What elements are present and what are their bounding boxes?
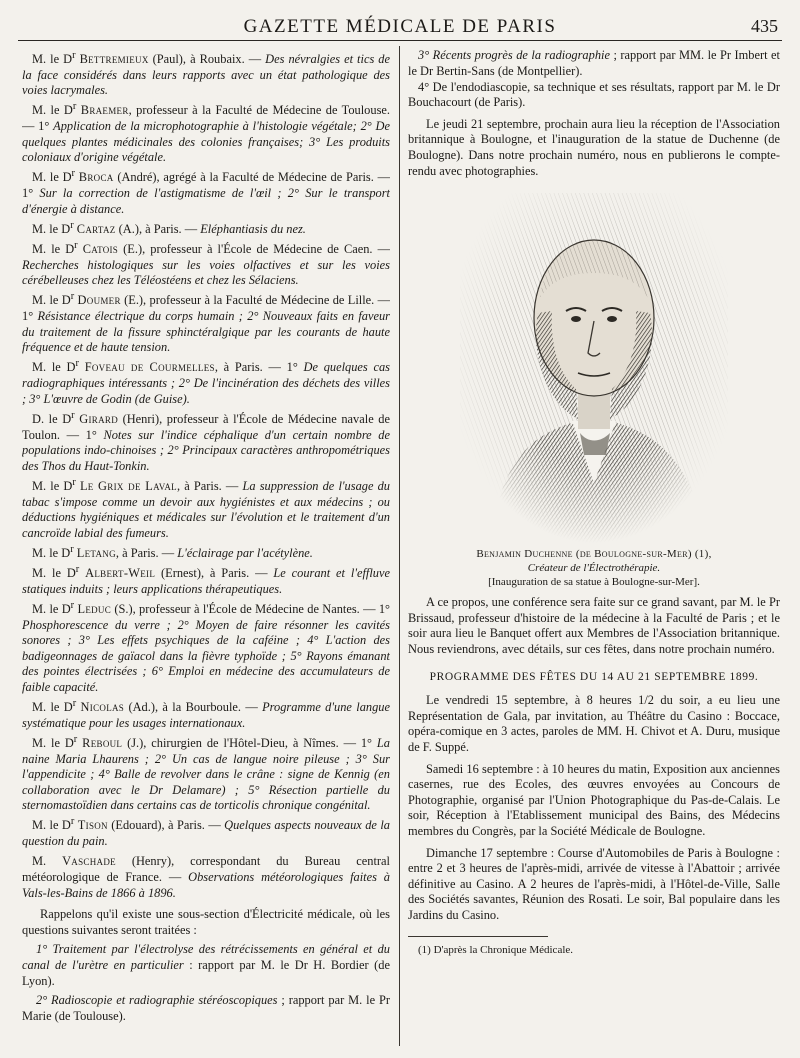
paper-title: La suppression de l'usage du tabac s'impose comme un devoir aux hygiénistes et aux médecins ; ou déductions hygiéniques et médicales sur l'évolution et le traitement d'un cancroïde labial des fumeurs. (22, 478, 390, 540)
speaker-name: Leduc (77, 602, 112, 616)
paper-title: Programme d'une langue systématique pour les usages internationaux. (22, 700, 390, 730)
paper-title: Notes sur l'indice céphalique d'un certain nombre de populations indo-chinoises ; 2° Principaux caractères anthropométriques des Thos du Haut-Tonkin. (22, 427, 390, 473)
page-number: 435 (751, 16, 778, 36)
conference-paragraph: A ce propos, une conférence sera faite sur ce grand savant, par M. le Pr Brissaud, professeur d'histoire de la médecine à la Faculté de Paris ; et le soir aura lieu le Banquet offert aux Membres de l'Association britannique. Nous reviendrons, avec détails, sur ces fêtes, dans notre prochain numéro. (408, 595, 780, 657)
speaker-name: Cartaz (76, 221, 116, 236)
speaker-entry: M. le $D^r$ Cartaz (A.), à Paris. — Eléphantiasis du nez. (32, 219, 306, 236)
footnote-rule (408, 936, 548, 937)
speaker-entry: M. le $D^r$ Catois (E.), professeur à l'École de Médecine de Caen. — Recherches histologiques sur les voies olfactives et sur les voies cérébelleuses chez les Téléostéens et chez les Sélaciens. (22, 240, 390, 288)
caption-line-1: Benjamin Duchenne (de Boulogne-sur-Mer) (1), (476, 548, 712, 561)
speaker-name: Tison (77, 818, 108, 833)
paper-title: Le courant et l'effluve statiques induits ; leurs applications thérapeutiques. (22, 566, 390, 596)
speaker-name: Vaschade (62, 854, 116, 869)
speaker-name: Foveau de Courmelles (84, 360, 215, 375)
duchenne-portrait (460, 193, 728, 543)
speaker-entry: M. le $D^r$ Foveau de Courmelles, à Paris. — 1° De quelques cas radiographiques intéressants ; 2° De l'incinération des déchets des villes ; 3° L'œuvre de Godin (de Guise). (22, 358, 390, 406)
speaker-entry: M. le $D^r$ Doumer (E.), professeur à la Faculté de Médecine de Lille. — 1° Résistance électrique du corps humain ; 2° Nouveaux faits en faveur du traitement de la fissure sphinctéralgique par les courants de haute fréquence et de haute tension. (22, 291, 390, 355)
paper-title: Quelques aspects nouveaux de la question du pain. (22, 818, 390, 849)
speaker-name: Catois (82, 242, 119, 257)
paper-title: Résistance électrique du corps humain ; 2° Nouveaux faits en faveur du traitement de la fissure sphinctéralgique par les courants de haute fréquence et de haute tension. (22, 309, 390, 355)
speaker-entry: M. le $D^r$ Albert-Weil (Ernest), à Paris. — Le courant et l'effluve statiques induits ; leurs applications thérapeutiques. (22, 564, 390, 596)
paper-title: La naine Maria Lhaurens ; 2° Un cas de langue noire pileuse ; 3° Sur l'appendicite ; 4° Balle de revolver dans le crâne : signe de Kennig (en collaboration avec le Dr Delamare) ; 5° Résection partielle du sternomastoïdien dans certains cas de torticolis chronique congénital. (22, 736, 390, 813)
question-item: 1° Traitement par l'électrolyse des rétrécissements en général et du canal de l'urètre en particulier : rapport par M. le Dr H. Bordier (de Lyon). (22, 942, 390, 988)
journal-title: GAZETTE MÉDICALE DE PARIS (243, 16, 557, 37)
right-column (408, 48, 780, 1038)
samedi-paragraph: Samedi 16 septembre : à 10 heures du matin, Exposition aux anciennes casernes, rue des Ecoles, des œuvres envoyées au Concours de Photographie, organisé par l'Union Photographique du Pas-de-Calais. Le soir, Réception à l'Etablissement municipal des Bains, des Médecins membres du Congrès, par la Société Médicale de Boulogne. (408, 761, 780, 838)
speaker-name: Girard (79, 411, 118, 426)
speaker-entry: M. le $D^r$ Leduc (S.), professeur à l'École de Médecine de Nantes. — 1° Phosphorescence du verre ; 2° Moyen de faire résonner les cavités sonores ; 3° Les effets psychiques de la caféine ; 4° L'action des badigeonnages de gaïacol dans la fièvre typhoïde ; 5° Rayons émanant des pointes électrisées ; 6° Emploi en médecine des accumulateurs de faible capacité. (22, 599, 390, 694)
vendredi-paragraph: Le vendredi 15 septembre, à 8 heures 1/2 du soir, a eu lieu une Représentation de Gala, par invitation, au Théâtre du Casino : Boccace, opéra-comique en 3 actes, paroles de MM. H. Chivot et A. Duru, musique de F. Suppé. (408, 693, 780, 754)
caption-line-2: Créateur de l'Électrothérapie. (527, 562, 661, 575)
paper-title: Sur la correction de l'astigmatisme de l'œil ; 2° Sur le transport d'énergie à distance. (22, 186, 390, 216)
announcement-paragraph: Le jeudi 21 septembre, prochain aura lieu la réception de l'Association britannique à Boulogne, et l'inauguration de la statue de Duchenne (de Boulogne). Dans notre prochain numéro, nous en publierons le compte-rendu avec photographies. (408, 116, 780, 178)
speaker-entry: M. le $D^r$ Bettremieux (Paul), à Roubaix. — Des névralgies et tics de la face considérés dans leurs rapports avec un état pathologique des voies lacrymales. (22, 50, 390, 98)
speaker-entry: M. le $D^r$ Tison (Edouard), à Paris. — Quelques aspects nouveaux de la question du pain. (22, 816, 390, 849)
speaker-name: Albert-Weil (85, 566, 156, 581)
speaker-entry: D. le $D^r$ Girard (Henri), professeur à l'École de Médecine navale de Toulon. — 1° Notes sur l'indice céphalique d'un certain nombre de populations indo-chinoises ; 2° Principaux caractères anthropométriques des Thos du Haut-Tonkin. (22, 409, 390, 473)
speaker-entry: M. le $D^r$ Letang, à Paris. — L'éclairage par l'acétylène. (32, 543, 313, 560)
paper-title: De quelques cas radiographiques intéressants ; 2° De l'incinération des déchets des villes ; 3° L'œuvre de Godin (de Guise). (22, 360, 390, 406)
page-header (18, 10, 782, 41)
question-item-4: 4° De l'endodiascopie, sa technique et ses résultats, rapport par M. le Dr Bouchacourt (de Paris). (408, 79, 780, 110)
question-item: 2° Radioscopie et radiographie stéréoscopiques ; rapport par M. le Pr Marie (de Toulouse). (22, 993, 390, 1023)
speaker-name: Braemer (80, 103, 129, 118)
question-list (22, 942, 390, 1024)
speaker-entry: M. Vaschade (Henry), correspondant du Bureau central météorologique de France. — Observations météorologiques faites à Vals-les-Bains de 1866 à 1896. (22, 854, 390, 900)
speaker-name: Doumer (77, 293, 121, 308)
speaker-name: Letang (76, 545, 116, 560)
speaker-name: Bettremieux (79, 52, 149, 67)
footnote: (1) D'après la Chronique Médicale. (418, 943, 574, 956)
speaker-name: Broca (78, 170, 114, 185)
speaker-list (22, 48, 390, 901)
speaker-name: Reboul (82, 736, 123, 750)
speaker-entry: M. le $D^r$ Broca (André), agrégé à la Faculté de Médecine de Paris. — 1° Sur la correction de l'astigmatisme de l'œil ; 2° Sur le transport d'énergie à distance. (22, 168, 390, 216)
programme-title: PROGRAMME DES FÊTES DU 14 AU 21 SEPTEMBRE 1899. (429, 670, 759, 683)
paper-title: Phosphorescence du verre ; 2° Moyen de faire résonner les cavités sonores ; 3° Les effets psychiques de la caféine ; 4° L'action des badigeonnages de gaïacol dans la fièvre typhoïde ; 5° Rayons émanant des pointes électrisées ; 6° Emploi en médecine des accumulateurs de faible capacité. (22, 617, 390, 694)
column-divider (399, 46, 400, 1046)
speaker-entry: M. le $D^r$ Le Grix de Laval, à Paris. — La suppression de l'usage du tabac s'impose comme un devoir aux hygiénistes et aux médecins ; ou déductions hygiéniques et médicales sur l'évolution et le traitement d'un cancroïde labial des fumeurs. (22, 476, 390, 540)
caption-line-3: [Inauguration de sa statue à Boulogne-sur-Mer]. (488, 576, 700, 589)
speaker-name: Nicolas (80, 700, 125, 715)
question-item-3: 3° Récents progrès de la radiographie ; rapport par MM. le Pr Imbert et le Dr Bertin-Sans (de Montpellier). (408, 48, 780, 78)
paper-title: Eléphantiasis du nez. (200, 221, 306, 236)
paper-title: Observations météorologiques faites à Vals-les-Bains de 1866 à 1896. (22, 870, 390, 900)
dimanche-paragraph: Dimanche 17 septembre : Course d'Automobiles de Paris à Boulogne : entre 2 et 3 heures de l'après-midi, arrivée de vitesse à l'Abattoir ; arrivée définitive au Casino. A 2 heures de l'après-midi, à l'Hôtel-de-Ville, Salle des Sociétés savantes, Réunion des Rosati. Le soir, Bal populaire dans les Jardins du Casino. (408, 845, 780, 922)
speaker-entry: M. le $D^r$ Braemer, professeur à la Faculté de Médecine de Toulouse. — 1° Application de la microphotographie à l'histologie végétale; 2° De quelques plantes médicinales des colonies françaises; 3° Les produits coloniaux d'origine végétale. (22, 101, 390, 165)
speaker-entry: M. le $D^r$ Nicolas (Ad.), à la Bourboule. — Programme d'une langue systématique pour les usages internationaux. (22, 698, 390, 730)
speaker-name: Le Grix de Laval (79, 478, 177, 493)
speaker-entry: M. le $D^r$ Reboul (J.), chirurgien de l'Hôtel-Dieu, à Nîmes. — 1° La naine Maria Lhaurens ; 2° Un cas de langue noire pileuse ; 3° Sur l'appendicite ; 4° Balle de revolver dans le crâne : signe de Kennig (en collaboration avec le Dr Delamare) ; 5° Résection partielle du sternomastoïdien dans certains cas de torticolis chronique congénital. (22, 733, 390, 813)
paper-title: Des névralgies et tics de la face considérés dans leurs rapports avec un état pathologique des voies lacrymales. (22, 52, 390, 98)
left-column (22, 48, 390, 1038)
paper-title: Application de la microphotographie à l'histologie végétale; 2° De quelques plantes médicinales des colonies françaises; 3° Les produits coloniaux d'origine végétale. (22, 119, 390, 165)
paper-title: Recherches histologiques sur les voies olfactives et sur les voies cérébelleuses chez les Téléostéens et chez les Sélaciens. (22, 257, 390, 288)
rappelons-paragraph: Rappelons qu'il existe une sous-section d'Électricité médicale, où les questions suivantes seront traitées : (22, 907, 390, 937)
paper-title: L'éclairage par l'acétylène. (177, 545, 313, 560)
